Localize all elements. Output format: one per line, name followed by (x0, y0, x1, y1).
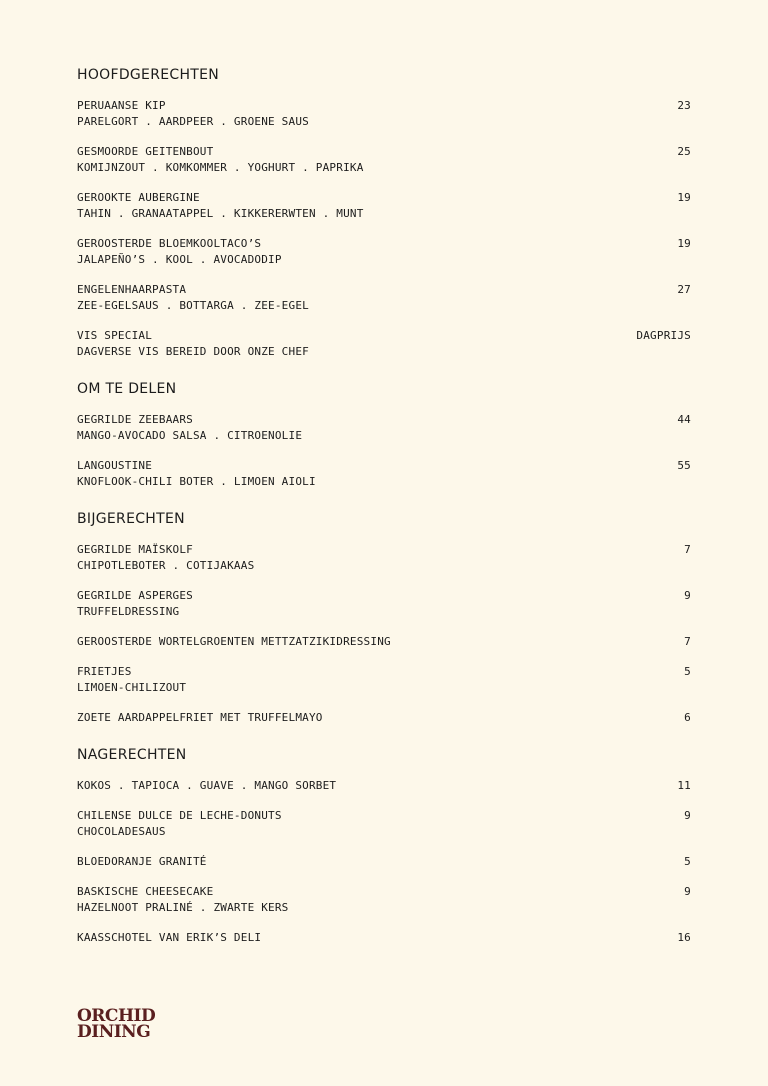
dish-price: 19 (677, 191, 691, 204)
menu-item-text (77, 854, 207, 870)
orchid-dining-logo (77, 1008, 155, 1040)
dish-description: HAZELNOOT PRALINÉ . ZWARTE KERS (77, 901, 289, 914)
menu-item-text (77, 542, 254, 574)
dish-name: GEROOSTERDE WORTELGROENTEN METTZATZIKIDRESSING (77, 635, 391, 648)
dish-price: 9 (684, 809, 691, 822)
dish-name: BLOEDORANJE GRANITÉ (77, 855, 207, 868)
section-title: HOOFDGERECHTEN (77, 67, 220, 83)
logo-line-1: ORCHID (77, 1006, 156, 1026)
menu-item-text (77, 634, 391, 650)
menu-item-text (77, 808, 282, 840)
dish-name: GESMOORDE GEITENBOUT (77, 145, 214, 158)
menu-item-text (77, 236, 282, 268)
dish-description: PARELGORT . AARDPEER . GROENE SAUS (77, 115, 309, 128)
dish-description: CHOCOLADESAUS (77, 825, 166, 838)
dish-name: GEGRILDE ASPERGES (77, 589, 193, 602)
dish-name: KAASSCHOTEL VAN ERIK’S DELI (77, 931, 262, 944)
section-title: OM TE DELEN (77, 381, 177, 397)
logo-line-2: DINING (77, 1022, 151, 1042)
menu-item (77, 710, 691, 726)
menu-item-text (77, 588, 193, 620)
menu-item-text (77, 710, 323, 726)
dish-price: DAGPRIJS (636, 329, 691, 342)
dish-name: GEGRILDE MAÏSKOLF (77, 543, 193, 556)
dish-price: 25 (677, 145, 691, 158)
section-title: BIJGERECHTEN (77, 511, 185, 527)
menu-section (77, 510, 691, 726)
dish-price: 44 (677, 413, 691, 426)
menu-item-text (77, 144, 364, 176)
menu-item-text (77, 412, 302, 444)
menu-item-text (77, 98, 309, 130)
dish-price: 9 (684, 589, 691, 602)
dish-description: TRUFFELDRESSING (77, 605, 180, 618)
menu-item (77, 884, 691, 916)
dish-name: PERUAANSE KIP (77, 99, 166, 112)
dish-price: 5 (684, 665, 691, 678)
dish-description: CHIPOTLEBOTER . COTIJAKAAS (77, 559, 255, 572)
dish-name: GEROOKTE AUBERGINE (77, 191, 200, 204)
menu-item (77, 778, 691, 794)
menu-item-text (77, 458, 316, 490)
dish-name: CHILENSE DULCE DE LECHE-DONUTS (77, 809, 282, 822)
menu-item (77, 412, 691, 444)
menu-item-text (77, 282, 309, 314)
menu-item (77, 144, 691, 176)
section-title: NAGERECHTEN (77, 747, 187, 763)
dish-price: 7 (684, 635, 691, 648)
dish-name: VIS SPECIAL (77, 329, 153, 342)
dish-name: BASKISCHE CHEESECAKE (77, 885, 214, 898)
dish-name: KOKOS . TAPIOCA . GUAVE . MANGO SORBET (77, 779, 337, 792)
menu-section (77, 66, 691, 360)
menu-item-text (77, 778, 336, 794)
dish-price: 23 (677, 99, 691, 112)
dish-name: FRIETJES (77, 665, 132, 678)
menu-item-text (77, 190, 364, 222)
dish-description: MANGO-AVOCADO SALSA . CITROENOLIE (77, 429, 303, 442)
menu-section (77, 380, 691, 490)
menu-item (77, 808, 691, 840)
dish-description: JALAPEÑO’S . KOOL . AVOCADODIP (77, 253, 282, 266)
dish-price: 6 (684, 711, 691, 724)
menu-page (77, 66, 691, 966)
menu-item (77, 664, 691, 696)
menu-item (77, 236, 691, 268)
dish-price: 55 (677, 459, 691, 472)
menu-item-text (77, 884, 289, 916)
dish-name: ENGELENHAARPASTA (77, 283, 187, 296)
menu-item (77, 190, 691, 222)
dish-price: 27 (677, 283, 691, 296)
dish-price: 7 (684, 543, 691, 556)
menu-item-text (77, 328, 309, 360)
dish-name: ZOETE AARDAPPELFRIET MET TRUFFELMAYO (77, 711, 323, 724)
dish-price: 5 (684, 855, 691, 868)
menu-item (77, 328, 691, 360)
menu-item (77, 458, 691, 490)
menu-item (77, 588, 691, 620)
menu-item-text (77, 930, 261, 946)
menu-item (77, 930, 691, 946)
dish-description: KOMIJNZOUT . KOMKOMMER . YOGHURT . PAPRIKA (77, 161, 364, 174)
dish-description: ZEE-EGELSAUS . BOTTARGA . ZEE-EGEL (77, 299, 309, 312)
menu-item (77, 854, 691, 870)
menu-item (77, 98, 691, 130)
dish-name: LANGOUSTINE (77, 459, 153, 472)
menu-item-text (77, 664, 186, 696)
dish-name: GEGRILDE ZEEBAARS (77, 413, 193, 426)
dish-name: GEROOSTERDE BLOEMKOOLTACO’S (77, 237, 262, 250)
dish-description: LIMOEN-CHILIZOUT (77, 681, 187, 694)
menu-item (77, 542, 691, 574)
menu-item (77, 282, 691, 314)
dish-description: DAGVERSE VIS BEREID DOOR ONZE CHEF (77, 345, 309, 358)
dish-price: 11 (677, 779, 691, 792)
menu-item (77, 634, 691, 650)
menu-section (77, 746, 691, 946)
dish-description: KNOFLOOK-CHILI BOTER . LIMOEN AIOLI (77, 475, 316, 488)
dish-price: 19 (677, 237, 691, 250)
dish-price: 16 (677, 931, 691, 944)
dish-description: TAHIN . GRANAATAPPEL . KIKKERERWTEN . MUNT (77, 207, 364, 220)
dish-price: 9 (684, 885, 691, 898)
